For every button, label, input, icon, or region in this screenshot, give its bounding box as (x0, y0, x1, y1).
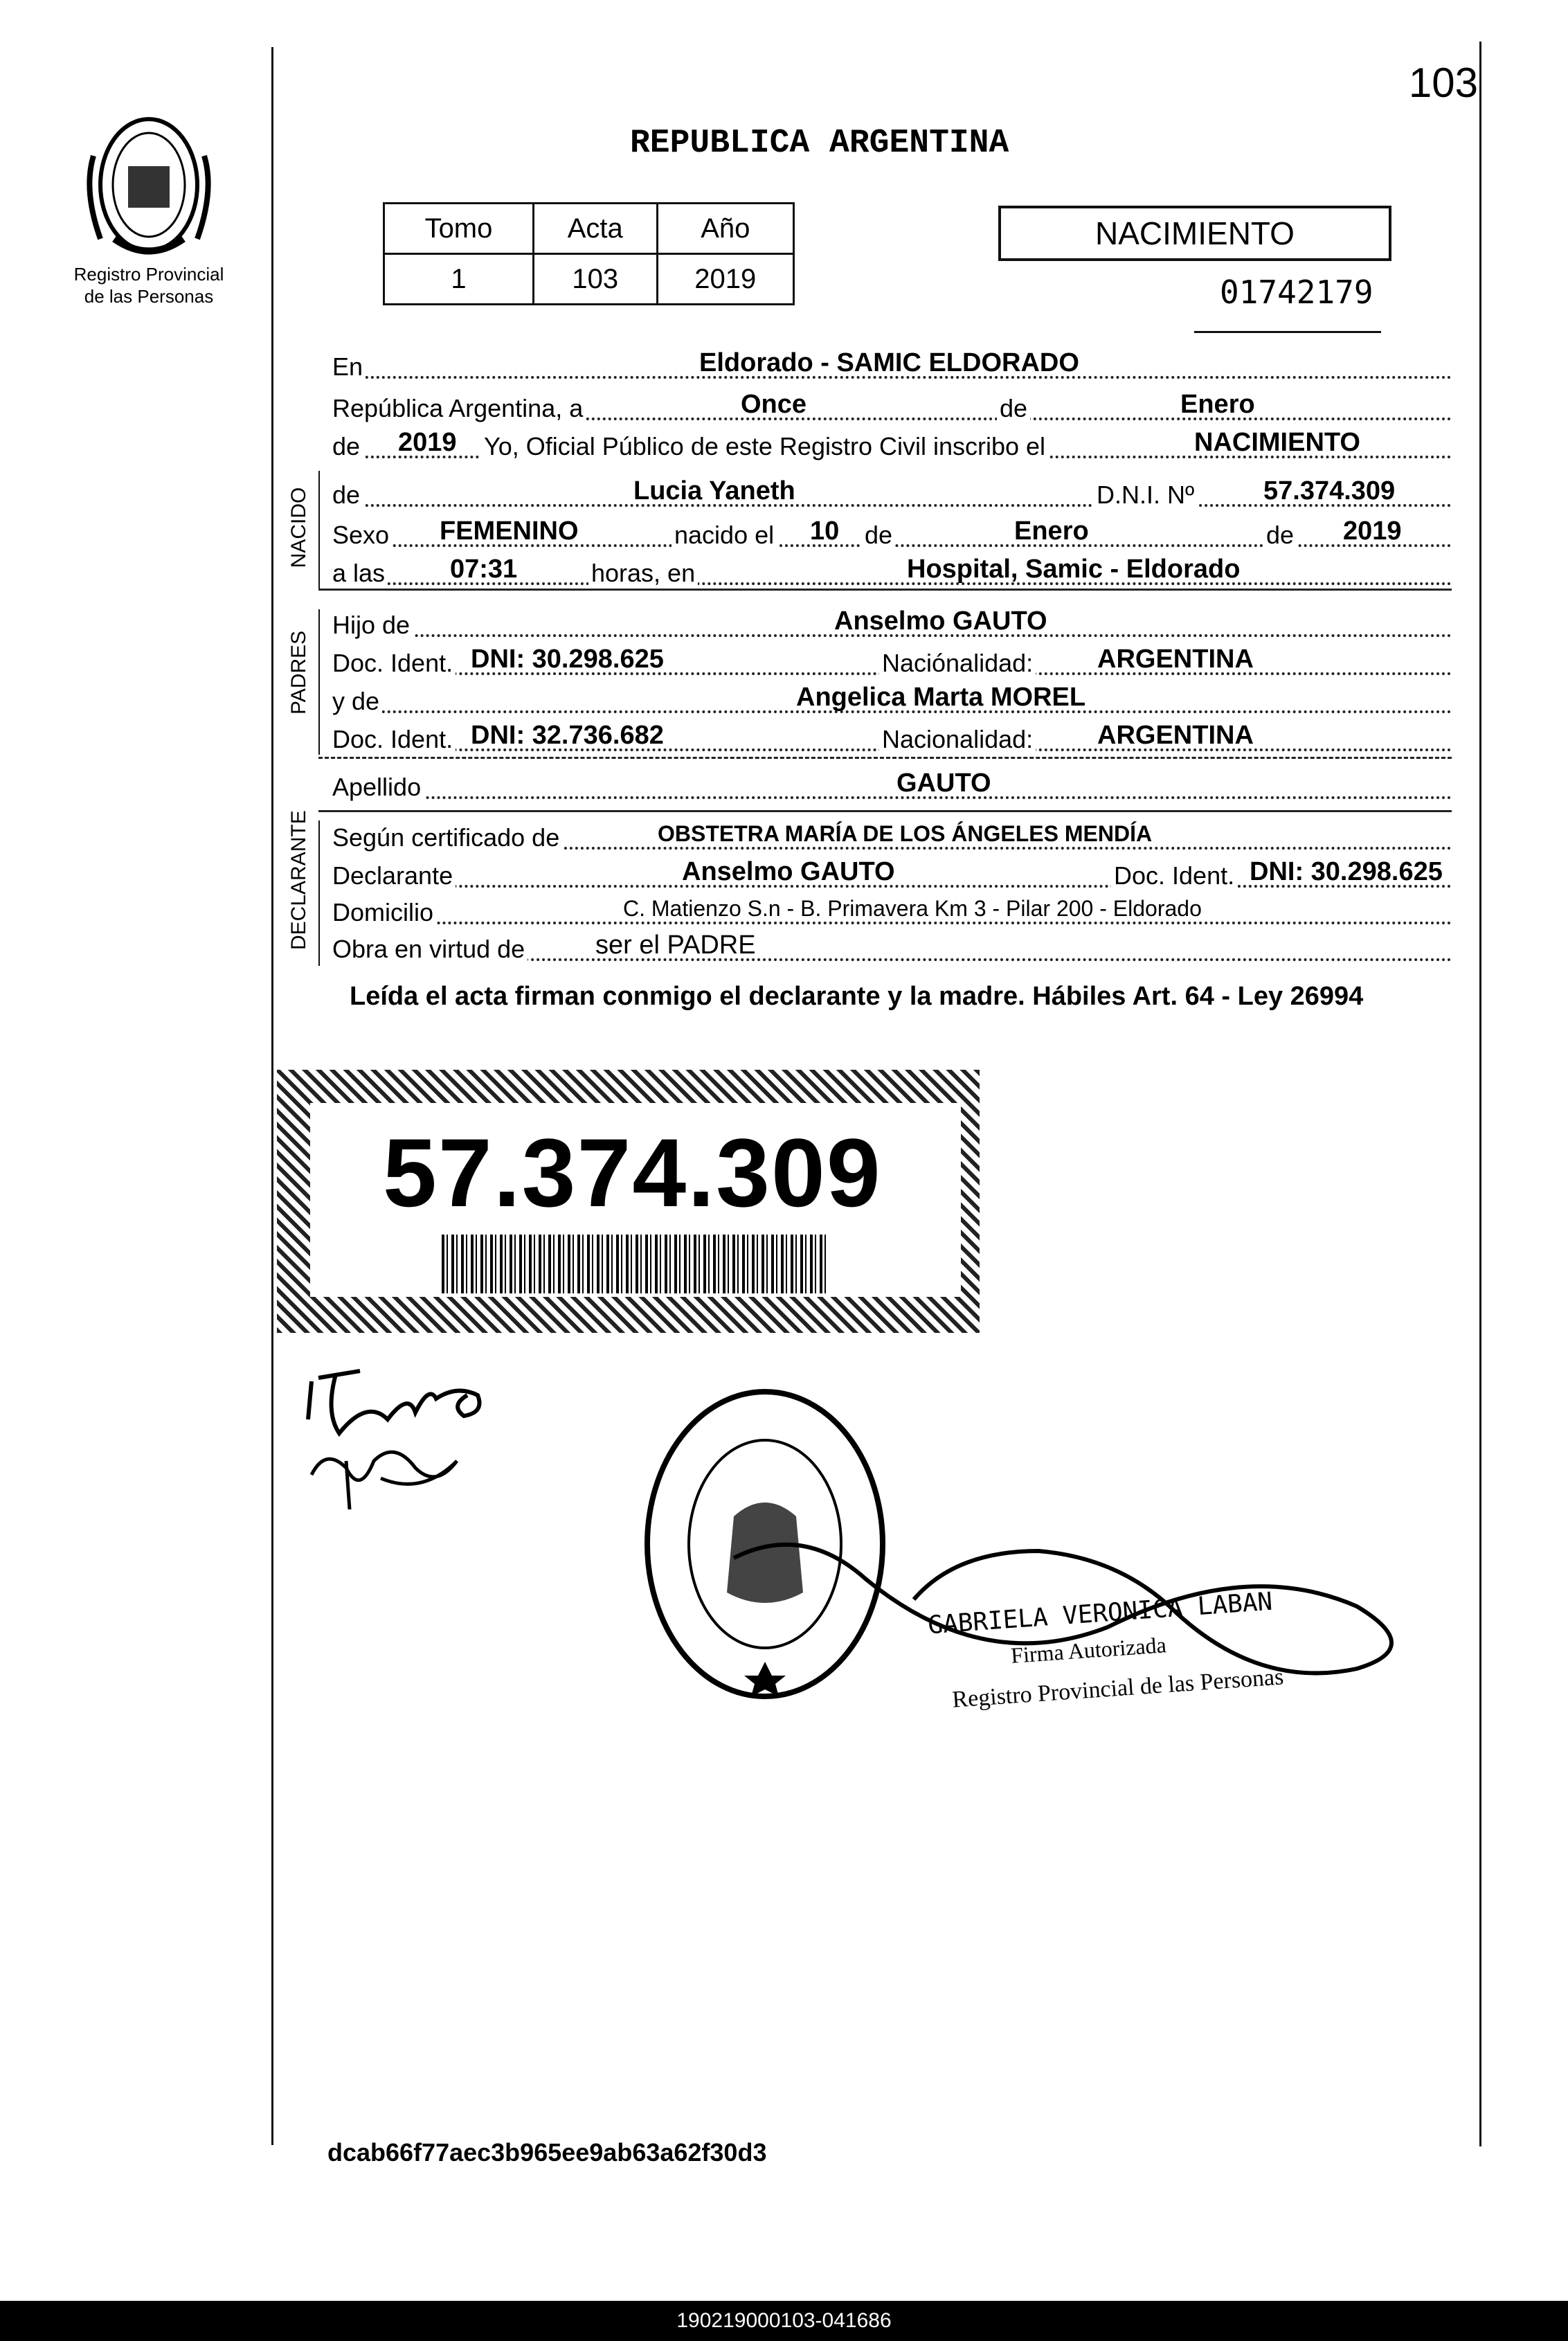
doc-ident-label: Doc. Ident. (332, 646, 456, 681)
padres-rule (318, 609, 320, 755)
father-value: Anselmo GAUTO (834, 607, 1047, 636)
doc-ident-label-2: Doc. Ident. (332, 722, 456, 757)
line-obra (332, 932, 1452, 967)
obra-value: ser el PADRE (595, 931, 756, 960)
line-hora (332, 556, 1452, 591)
stamp-inner-text (796, 1399, 803, 1406)
province-seal-icon (80, 107, 218, 263)
document-hash: dcab66f77aec3b965ee9ab63a62f30d3 (327, 2138, 767, 2167)
line-republica (332, 391, 1452, 426)
footer-bar (0, 2301, 1568, 2341)
official-signature-icon (692, 1440, 1426, 1721)
mother-value: Angelica Marta MOREL (796, 683, 1086, 712)
surname-value: GAUTO (896, 769, 991, 798)
line-declarante (332, 859, 1452, 893)
page-title: REPUBLICA ARGENTINA (630, 125, 1009, 162)
place-value: Eldorado - SAMIC ELDORADO (699, 348, 1079, 377)
line-sexo (332, 518, 1452, 553)
sex-value: FEMENINO (440, 517, 579, 546)
de-label-4: de (862, 518, 895, 553)
nacionalidad-label-2: Nacionalidad: (879, 722, 1036, 757)
line-domicilio (332, 895, 1452, 930)
father-doc-value: DNI: 30.298.625 (471, 645, 664, 674)
year-value: 2019 (398, 428, 457, 457)
right-margin-rule (1479, 42, 1481, 2146)
serial-number: 01742179 (1220, 273, 1373, 311)
line-year (332, 429, 1452, 464)
record-type-box: NACIMIENTO (998, 206, 1391, 261)
declarant-signature-icon (298, 1357, 492, 1520)
official-role: Firma Autorizada (1009, 1632, 1167, 1668)
dni-label: D.N.I. Nº (1094, 478, 1197, 512)
y-de-label: y de (332, 684, 382, 719)
horas-en-label: horas, en (588, 556, 698, 591)
page-number: 103 (1408, 60, 1478, 106)
line-en (332, 350, 1452, 384)
nacionalidad-label-1: Naciónalidad: (879, 646, 1036, 681)
declarante-rule (318, 820, 320, 966)
record-table (383, 202, 795, 305)
section-divider-2 (318, 757, 1452, 759)
mother-doc-value: DNI: 32.736.682 (471, 721, 664, 750)
nacido-label: nacido el (672, 518, 777, 553)
hour-value: 07:31 (450, 555, 518, 584)
act-value: NACIMIENTO (1194, 428, 1360, 457)
dni-value: 57.374.309 (1263, 476, 1396, 505)
declarant-doc-value: DNI: 30.298.625 (1250, 857, 1443, 886)
section-divider-3 (318, 810, 1452, 812)
dni-stamp-inner (310, 1103, 961, 1297)
en-label: En (332, 350, 366, 384)
month-value: Enero (1180, 390, 1255, 419)
serial-underline (1194, 331, 1381, 333)
father-nationality-value: ARGENTINA (1097, 645, 1254, 674)
address-value: C. Matienzo S.n - B. Primavera Km 3 - Pilar 200 - Eldorado (623, 896, 1202, 921)
section-declarante: DECLARANTE (287, 810, 310, 950)
left-margin-rule (271, 47, 273, 2145)
declarant-value: Anselmo GAUTO (682, 857, 895, 886)
line-madre-doc (332, 722, 1452, 757)
republica-label: República Argentina, a (332, 391, 586, 426)
de-label-3: de (332, 478, 363, 512)
stamp-outer-text (796, 1392, 803, 1399)
birth-month-value: Enero (1014, 517, 1089, 546)
de-label: de (997, 391, 1030, 426)
section-padres: PADRES (287, 630, 310, 715)
domicilio-label: Domicilio (332, 895, 436, 930)
birth-day-value: 10 (810, 517, 840, 546)
line-padre-doc (332, 646, 1452, 681)
official-name: GABRIELA VERONICA LABAN (927, 1587, 1274, 1640)
dni-stamp (277, 1070, 980, 1333)
line-apellido (332, 770, 1452, 805)
tomo-header: Tomo (384, 204, 534, 254)
line-padre (332, 608, 1452, 643)
declarante-label: Declarante (332, 859, 456, 893)
acta-header: Acta (533, 204, 657, 254)
a-las-label: a las (332, 556, 388, 591)
anio-header: Año (657, 204, 793, 254)
certificate-value: OBSTETRA MARÍA DE LOS ÁNGELES MENDÍA (658, 821, 1153, 846)
tomo-value: 1 (384, 254, 534, 305)
doc-ident-label-3: Doc. Ident. (1111, 859, 1237, 893)
footer-id: 190219000103-041686 (676, 2309, 892, 2332)
segun-label: Según certificado de (332, 820, 562, 855)
acta-value: 103 (533, 254, 657, 305)
line-madre (332, 684, 1452, 719)
registry-caption: Registro Provincial de las Personas (73, 264, 224, 307)
name-value: Lucia Yaneth (633, 476, 795, 505)
section-divider-1 (318, 589, 1452, 591)
official-registry: Registro Provincial de las Personas (951, 1664, 1285, 1713)
yo-label: Yo, Oficial Público de este Registro Civil inscribo el (481, 429, 1048, 464)
line-nombre (332, 478, 1452, 512)
line-segun (332, 820, 1452, 855)
hijo-de-label: Hijo de (332, 608, 413, 643)
anio-value: 2019 (657, 254, 793, 305)
birthplace-value: Hospital, Samic - Eldorado (907, 555, 1241, 584)
apellido-label: Apellido (332, 770, 424, 805)
dni-stamp-number: 57.374.309 (383, 1118, 882, 1227)
de-label-5: de (1263, 518, 1297, 553)
closing-statement: Leída el acta firman conmigo el declarante y la madre. Hábiles Art. 64 - Ley 26994 (350, 982, 1364, 1011)
obra-label: Obra en virtud de (332, 932, 528, 967)
de-label-2: de (332, 429, 363, 464)
barcode (442, 1235, 829, 1293)
day-value: Once (741, 390, 807, 419)
sexo-label: Sexo (332, 518, 392, 553)
birth-year-value: 2019 (1343, 517, 1402, 546)
mother-nationality-value: ARGENTINA (1097, 721, 1254, 750)
nacido-rule (318, 471, 320, 589)
section-nacido: NACIDO (287, 487, 310, 568)
